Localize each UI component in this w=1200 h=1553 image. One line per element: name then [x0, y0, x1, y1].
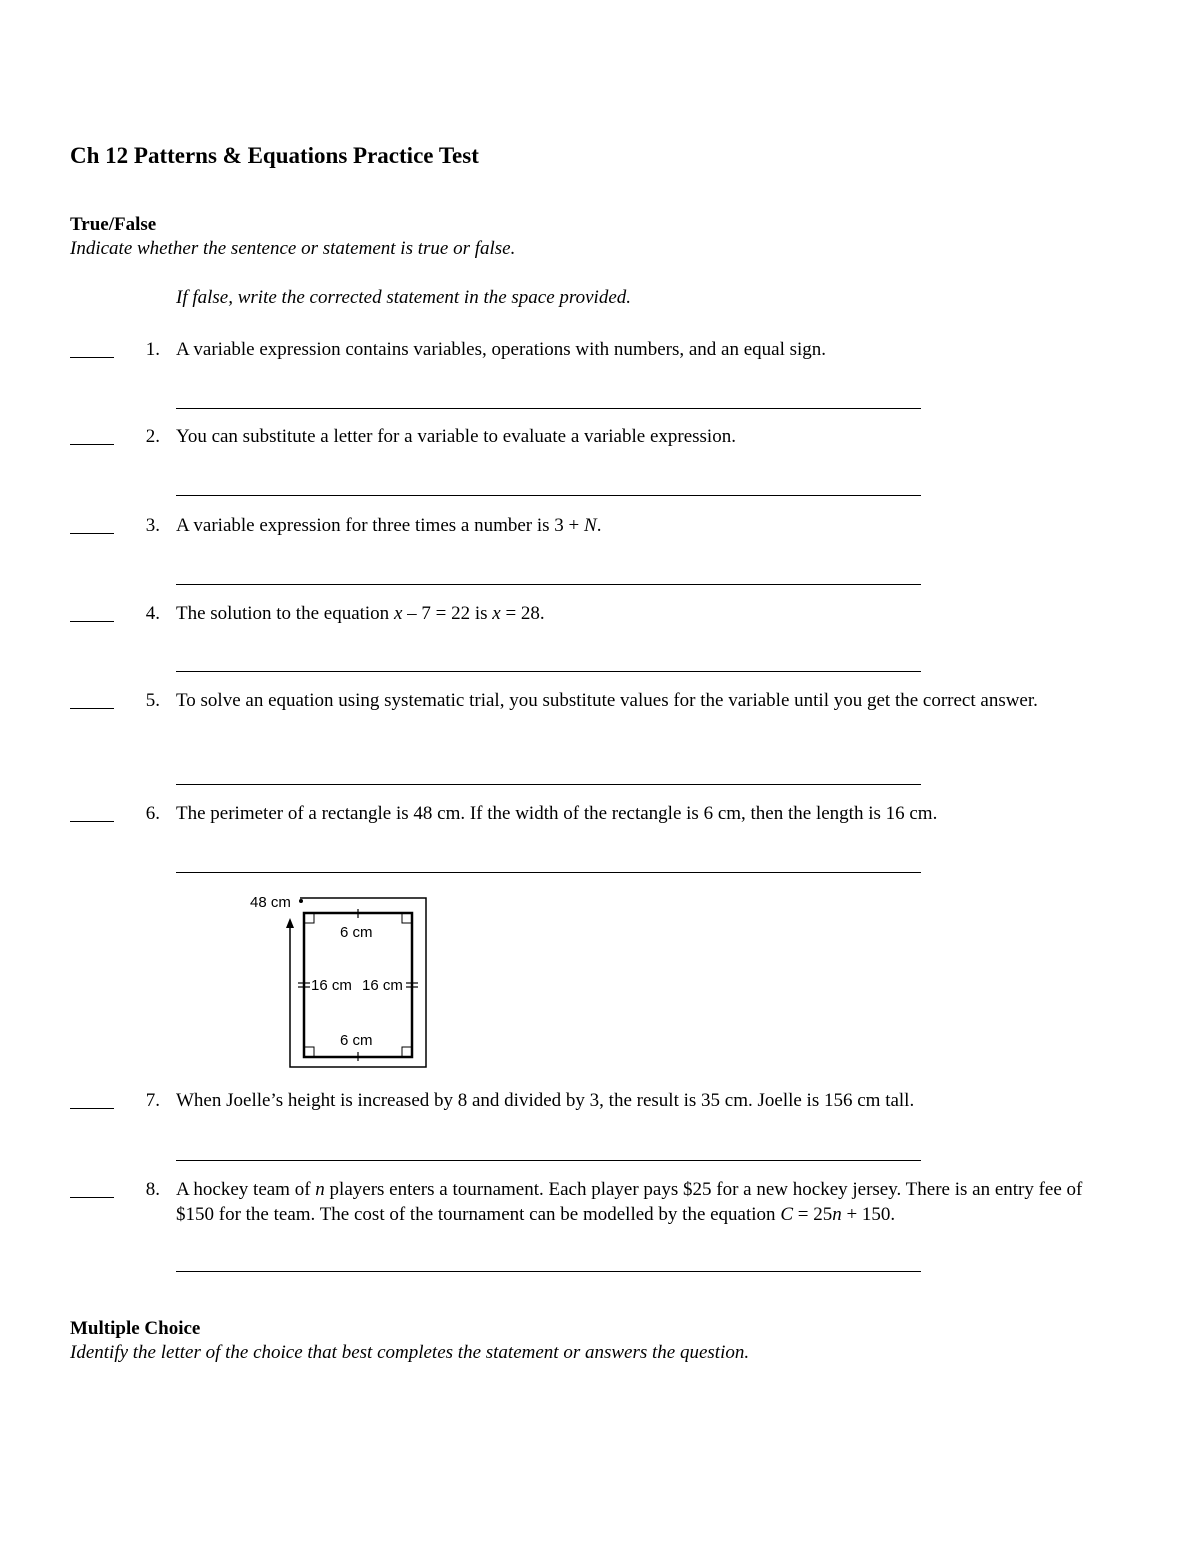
correction-line[interactable]	[176, 408, 921, 409]
variable: n	[315, 1179, 325, 1200]
top-width-label: 6 cm	[340, 924, 373, 941]
question-number: 3.	[145, 515, 160, 536]
multiple-choice-heading: Multiple Choice	[70, 1318, 201, 1339]
perimeter-start-dot	[299, 899, 303, 903]
question-text: A variable expression for three times a number is 3 + N.	[176, 515, 602, 536]
question-number: 1.	[145, 339, 160, 360]
correction-line[interactable]	[176, 872, 921, 873]
correction-line[interactable]	[176, 1271, 921, 1272]
left-length-label: 16 cm	[311, 977, 352, 994]
bottom-width-label: 6 cm	[340, 1032, 373, 1049]
right-angle-mark	[402, 1047, 412, 1057]
true-false-instruction: Indicate whether the sentence or statement is true or false.	[70, 238, 516, 259]
correction-line[interactable]	[176, 495, 921, 496]
question-text: The solution to the equation x – 7 = 22 is x = 28.	[176, 603, 545, 624]
answer-blank[interactable]	[70, 357, 114, 358]
question-number: 4.	[145, 603, 160, 624]
variable: x	[492, 603, 501, 624]
question-5	[70, 688, 1130, 713]
answer-blank[interactable]	[70, 533, 114, 534]
right-length-label: 16 cm	[362, 977, 403, 994]
right-angle-mark	[402, 913, 412, 923]
rectangle-perimeter-figure	[248, 890, 438, 1072]
answer-blank[interactable]	[70, 708, 114, 709]
question-number: 5.	[145, 690, 160, 711]
answer-blank[interactable]	[70, 444, 114, 445]
correction-line[interactable]	[176, 584, 921, 585]
perimeter-label: 48 cm	[250, 894, 291, 911]
question-number: 6.	[145, 803, 160, 824]
question-7	[70, 1088, 1130, 1113]
correction-line[interactable]	[176, 1160, 921, 1161]
question-text: To solve an equation using systematic trial, you substitute values for the variable until you get the correct answer.	[176, 690, 1038, 711]
answer-blank[interactable]	[70, 621, 114, 622]
question-text: A variable expression contains variables, operations with numbers, and an equal sign.	[176, 339, 827, 360]
question-text: You can substitute a letter for a variable to evaluate a variable expression.	[176, 426, 736, 447]
question-4	[70, 601, 1130, 626]
question-text: The perimeter of a rectangle is 48 cm. If the width of the rectangle is 6 cm, then the length is 16 cm.	[176, 803, 938, 824]
answer-blank[interactable]	[70, 1197, 114, 1198]
true-false-heading: True/False	[70, 214, 157, 235]
variable: n	[832, 1204, 842, 1225]
question-text: A hockey team of n players enters a tournament. Each player pays $25 for a new hockey jersey. There is an entry fee of $150 for the team. The cost of the tournament can be modelled by the equation C = 25n + 150.	[176, 1179, 1083, 1225]
variable: C	[780, 1204, 793, 1225]
question-8	[70, 1177, 1130, 1227]
right-angle-mark	[304, 1047, 314, 1057]
multiple-choice-instruction: Identify the letter of the choice that best completes the statement or answers the question.	[70, 1342, 750, 1363]
answer-blank[interactable]	[70, 1108, 114, 1109]
right-angle-mark	[304, 913, 314, 923]
question-2	[70, 424, 1130, 449]
question-number: 8.	[145, 1179, 160, 1200]
variable: N	[584, 515, 597, 536]
question-number: 2.	[145, 426, 160, 447]
correction-line[interactable]	[176, 784, 921, 785]
page-title: Ch 12 Patterns & Equations Practice Test	[70, 143, 479, 168]
true-false-note: If false, write the corrected statement in the space provided.	[176, 287, 632, 308]
answer-blank[interactable]	[70, 821, 114, 822]
question-1	[70, 337, 1130, 362]
question-6	[70, 801, 1130, 826]
question-text: When Joelle’s height is increased by 8 and divided by 3, the result is 35 cm. Joelle is 156 cm tall.	[176, 1090, 915, 1111]
question-number: 7.	[145, 1090, 160, 1111]
variable: x	[393, 603, 403, 624]
arrow-up-icon	[286, 918, 294, 928]
question-3	[70, 513, 1130, 538]
correction-line[interactable]	[176, 671, 921, 672]
